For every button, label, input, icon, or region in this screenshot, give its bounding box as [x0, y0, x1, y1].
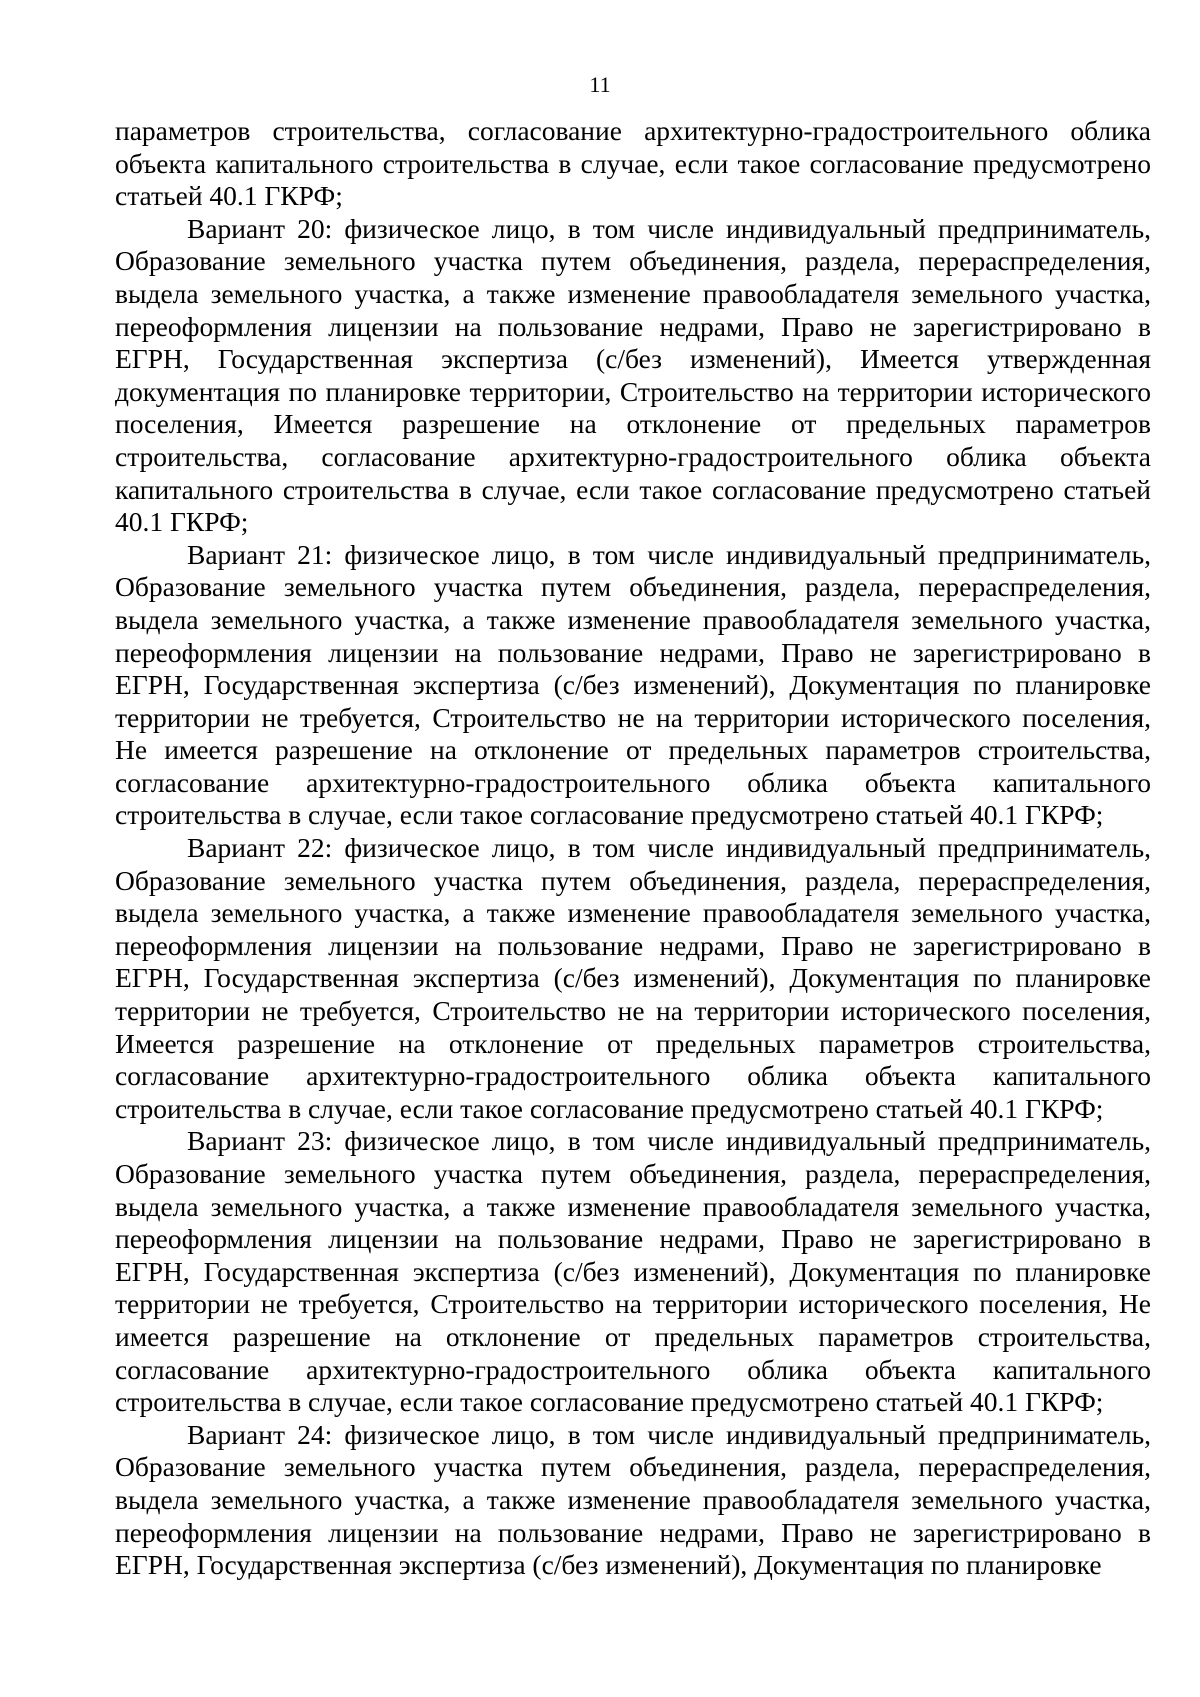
paragraph-variant-24: Вариант 24: физическое лицо, в том числе индивидуальный предприниматель, Образование земельного участка путем объединения, раздела, перераспределения, выдела земельного участка, а также изменение правообладателя земельного участка, переоформления лицензии на пользование недрами, Право не зарегистрировано в ЕГРН, Государственная экспертиза (с/без изменений), Документация по планировке — [115, 1418, 1151, 1581]
paragraph-continuation: параметров строительства, согласование архитектурно-градостроительного облика объекта капитального строительства в случае, если такое согласование предусмотрено статьей 40.1 ГКРФ; — [115, 115, 1151, 212]
paragraph-variant-23: Вариант 23: физическое лицо, в том числе индивидуальный предприниматель, Образование земельного участка путем объединения, раздела, перераспределения, выдела земельного участка, а также изменение правообладателя земельного участка, переоформления лицензии на пользование недрами, Право не зарегистрировано в ЕГРН, Государственная экспертиза (с/без изменений), Документация по планировке территории не требуется, Строительство на территории исторического поселения, Не имеется разрешение на отклонение от предельных параметров строительства, согласование архитектурно-градостроительного облика объекта капитального строительства в случае, если такое согласование предусмотрено статьей 40.1 ГКРФ; — [115, 1125, 1151, 1418]
paragraph-variant-20: Вариант 20: физическое лицо, в том числе индивидуальный предприниматель, Образование земельного участка путем объединения, раздела, перераспределения, выдела земельного участка, а также изменение правообладателя земельного участка, переоформления лицензии на пользование недрами, Право не зарегистрировано в ЕГРН, Государственная экспертиза (с/без изменений), Имеется утвержденная документация по планировке территории, Строительство на территории исторического поселения, Имеется разрешение на отклонение от предельных параметров строительства, согласование архитектурно-градостроительного облика объекта капитального строительства в случае, если такое согласование предусмотрено статьей 40.1 ГКРФ; — [115, 212, 1151, 538]
paragraph-variant-21: Вариант 21: физическое лицо, в том числе индивидуальный предприниматель, Образование земельного участка путем объединения, раздела, перераспределения, выдела земельного участка, а также изменение правообладателя земельного участка, переоформления лицензии на пользование недрами, Право не зарегистрировано в ЕГРН, Государственная экспертиза (с/без изменений), Документация по планировке территории не требуется, Строительство не на территории исторического поселения, Не имеется разрешение на отклонение от предельных параметров строительства, согласование архитектурно-градостроительного облика объекта капитального строительства в случае, если такое согласование предусмотрено статьей 40.1 ГКРФ; — [115, 538, 1151, 831]
paragraph-variant-22: Вариант 22: физическое лицо, в том числе индивидуальный предприниматель, Образование земельного участка путем объединения, раздела, перераспределения, выдела земельного участка, а также изменение правообладателя земельного участка, переоформления лицензии на пользование недрами, Право не зарегистрировано в ЕГРН, Государственная экспертиза (с/без изменений), Документация по планировке территории не требуется, Строительство не на территории исторического поселения, Имеется разрешение на отклонение от предельных параметров строительства, согласование архитектурно-градостроительного облика объекта капитального строительства в случае, если такое согласование предусмотрено статьей 40.1 ГКРФ; — [115, 832, 1151, 1124]
page-number: 11 — [589, 72, 611, 97]
document-body — [115, 115, 1151, 1582]
